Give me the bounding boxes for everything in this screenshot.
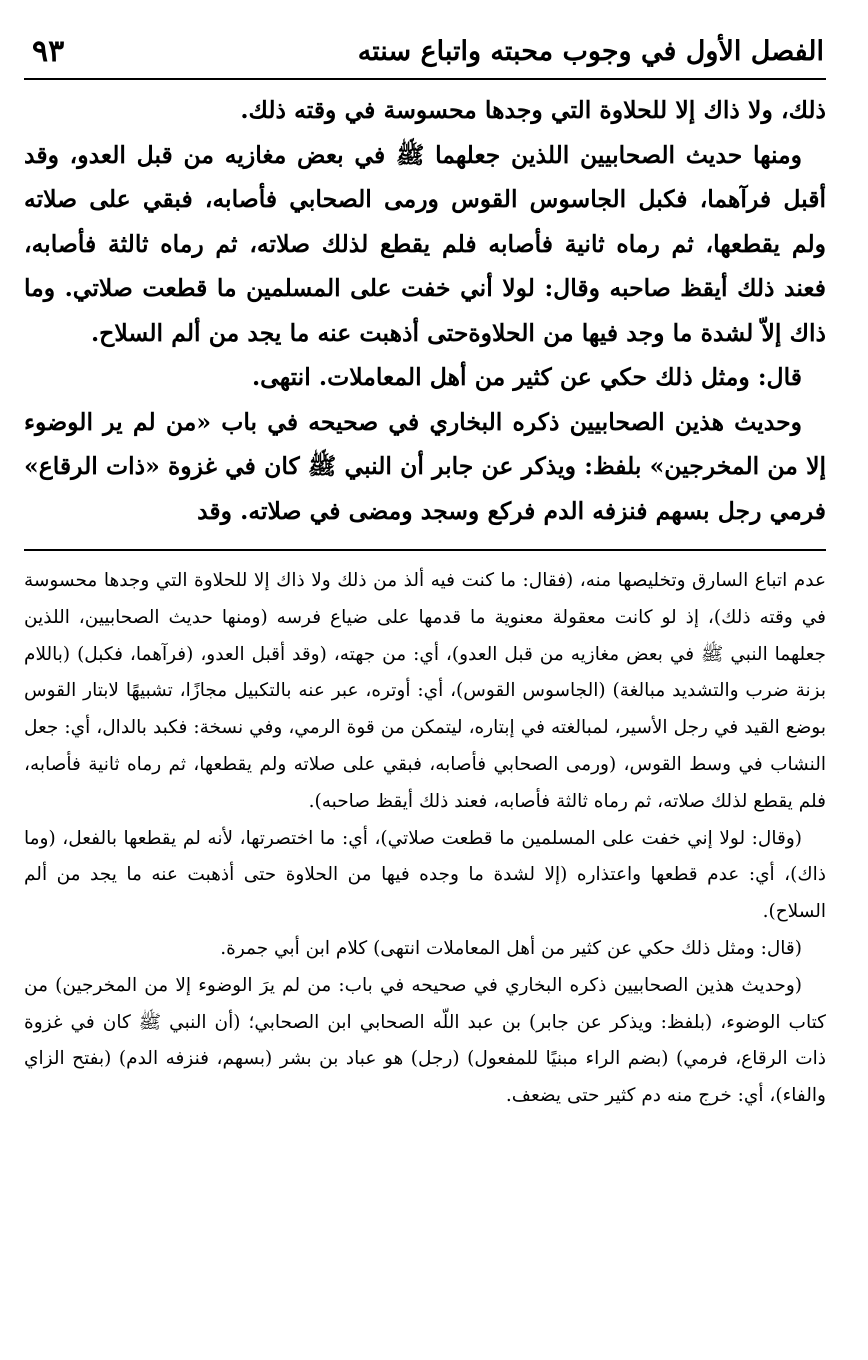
chapter-title: الفصل الأول في وجوب محبته واتباع سنته bbox=[357, 36, 824, 67]
main-paragraph-3: قال: ومثل ذلك حكي عن كثير من أهل المعاملات. انتهى. bbox=[251, 363, 802, 391]
main-text bbox=[24, 88, 826, 533]
commentary-text bbox=[24, 563, 826, 1115]
commentary-paragraph-4: (وحديث هذين الصحابيين ذكره البخاري في صحيحه في باب: من لم يرَ الوضوء إلا من المخرجين) من كتاب الوضوء، (بلفظ: ويذكر عن جابر) بن عبد اللّه الصحابي ابن الصحابي؛ (أن النبي ﷺ كان في غزوة ذات الرقاع، فرمي) (بضم الراء مبنيًا للمفعول) (رجل) هو عباد بن بشر (بسهم، فنزفه الدم) (بفتح الزاي والفاء)، أي: خرج منه دم كثير حتى يضعف. bbox=[24, 974, 826, 1107]
page-number: ٩٣ bbox=[32, 34, 65, 69]
main-paragraph-1: ذلك، ولا ذاك إلا للحلاوة التي وجدها محسوسة في وقته ذلك. bbox=[240, 96, 826, 124]
commentary-paragraph-3: (قال: ومثل ذلك حكي عن كثير من أهل المعاملات انتهى) كلام ابن أبي جمرة. bbox=[220, 937, 802, 959]
running-header bbox=[24, 34, 826, 74]
commentary-separator bbox=[24, 549, 826, 551]
header-rule bbox=[24, 78, 826, 80]
commentary-paragraph-2: (وقال: لولا إني خفت على المسلمين ما قطعت صلاتي)، أي: ما اختصرتها، لأنه لم يقطعها بالفعل، (وما ذاك)، أي: عدم قطعها واعتذاره (إلا لشدة ما وجده فيها من الحلاوة حتى أذهبت عنه ما يجد من ألم السلاح). bbox=[24, 827, 826, 923]
commentary-paragraph-1: عدم اتباع السارق وتخليصها منه، (فقال: ما كنت فيه ألذ من ذلك ولا ذاك إلا للحلاوة التي وجدها محسوسة في وقته ذلك)، إذ لو كانت معقولة معنوية ما قدمها على ضياع فرسه (ومنها حديث الصحابيين، اللذين جعلهما النبي ﷺ في بعض مغازيه من قبل العدو)، أي: من جهته، (وقد أقبل العدو، (فرآهما، فكبل) (باللام بزنة ضرب والتشديد مبالغة) (الجاسوس القوس)، أي: أوتره، عبر عنه بالتكبيل مجازًا، تشبيهًا لابتار القوس بوضع القيد في رجل الأسير، لمبالغته في إبتاره، ليتمكن من قوة الرمي، وفي نسخة: فكبد بالدال، أي: جعل النشاب في وسط القوس، (ورمى الصحابي فأصابه، فبقي على صلاته ولم يقطعها، ثم رماه ثانية فأصابه، فلم يقطع لذلك صلاته، ثم رماه ثالثة فأصابه، فعند ذلك أيقظ صاحبه). bbox=[24, 570, 826, 812]
main-paragraph-2: ومنها حديث الصحابيين اللذين جعلهما ﷺ في بعض مغازيه من قبل العدو، وقد أقبل فرآهما، فكبل الجاسوس القوس ورمى الصحابي فأصابه، فبقي على صلاته ولم يقطعها، ثم رماه ثانية فأصابه فلم يقطع لذلك صلاته، ثم رماه ثالثة فأصابه، فعند ذلك أيقظ صاحبه وقال: لولا أني خفت على المسلمين ما قطعت صلاتي. وما ذاك إلاّ لشدة ما وجد فيها من الحلاوةحتى أذهبت عنه ما يجد من ألم السلاح. bbox=[24, 140, 826, 347]
main-paragraph-4: وحديث هذين الصحابيين ذكره البخاري في صحيحه في باب «من لم ير الوضوء إلا من المخرجين» بلفظ: ويذكر عن جابر أن النبي ﷺ كان في غزوة «ذات الرقاع» فرمي رجل بسهم فنزفه الدم فركع وسجد ومضى في صلاته. وقد bbox=[24, 407, 826, 525]
